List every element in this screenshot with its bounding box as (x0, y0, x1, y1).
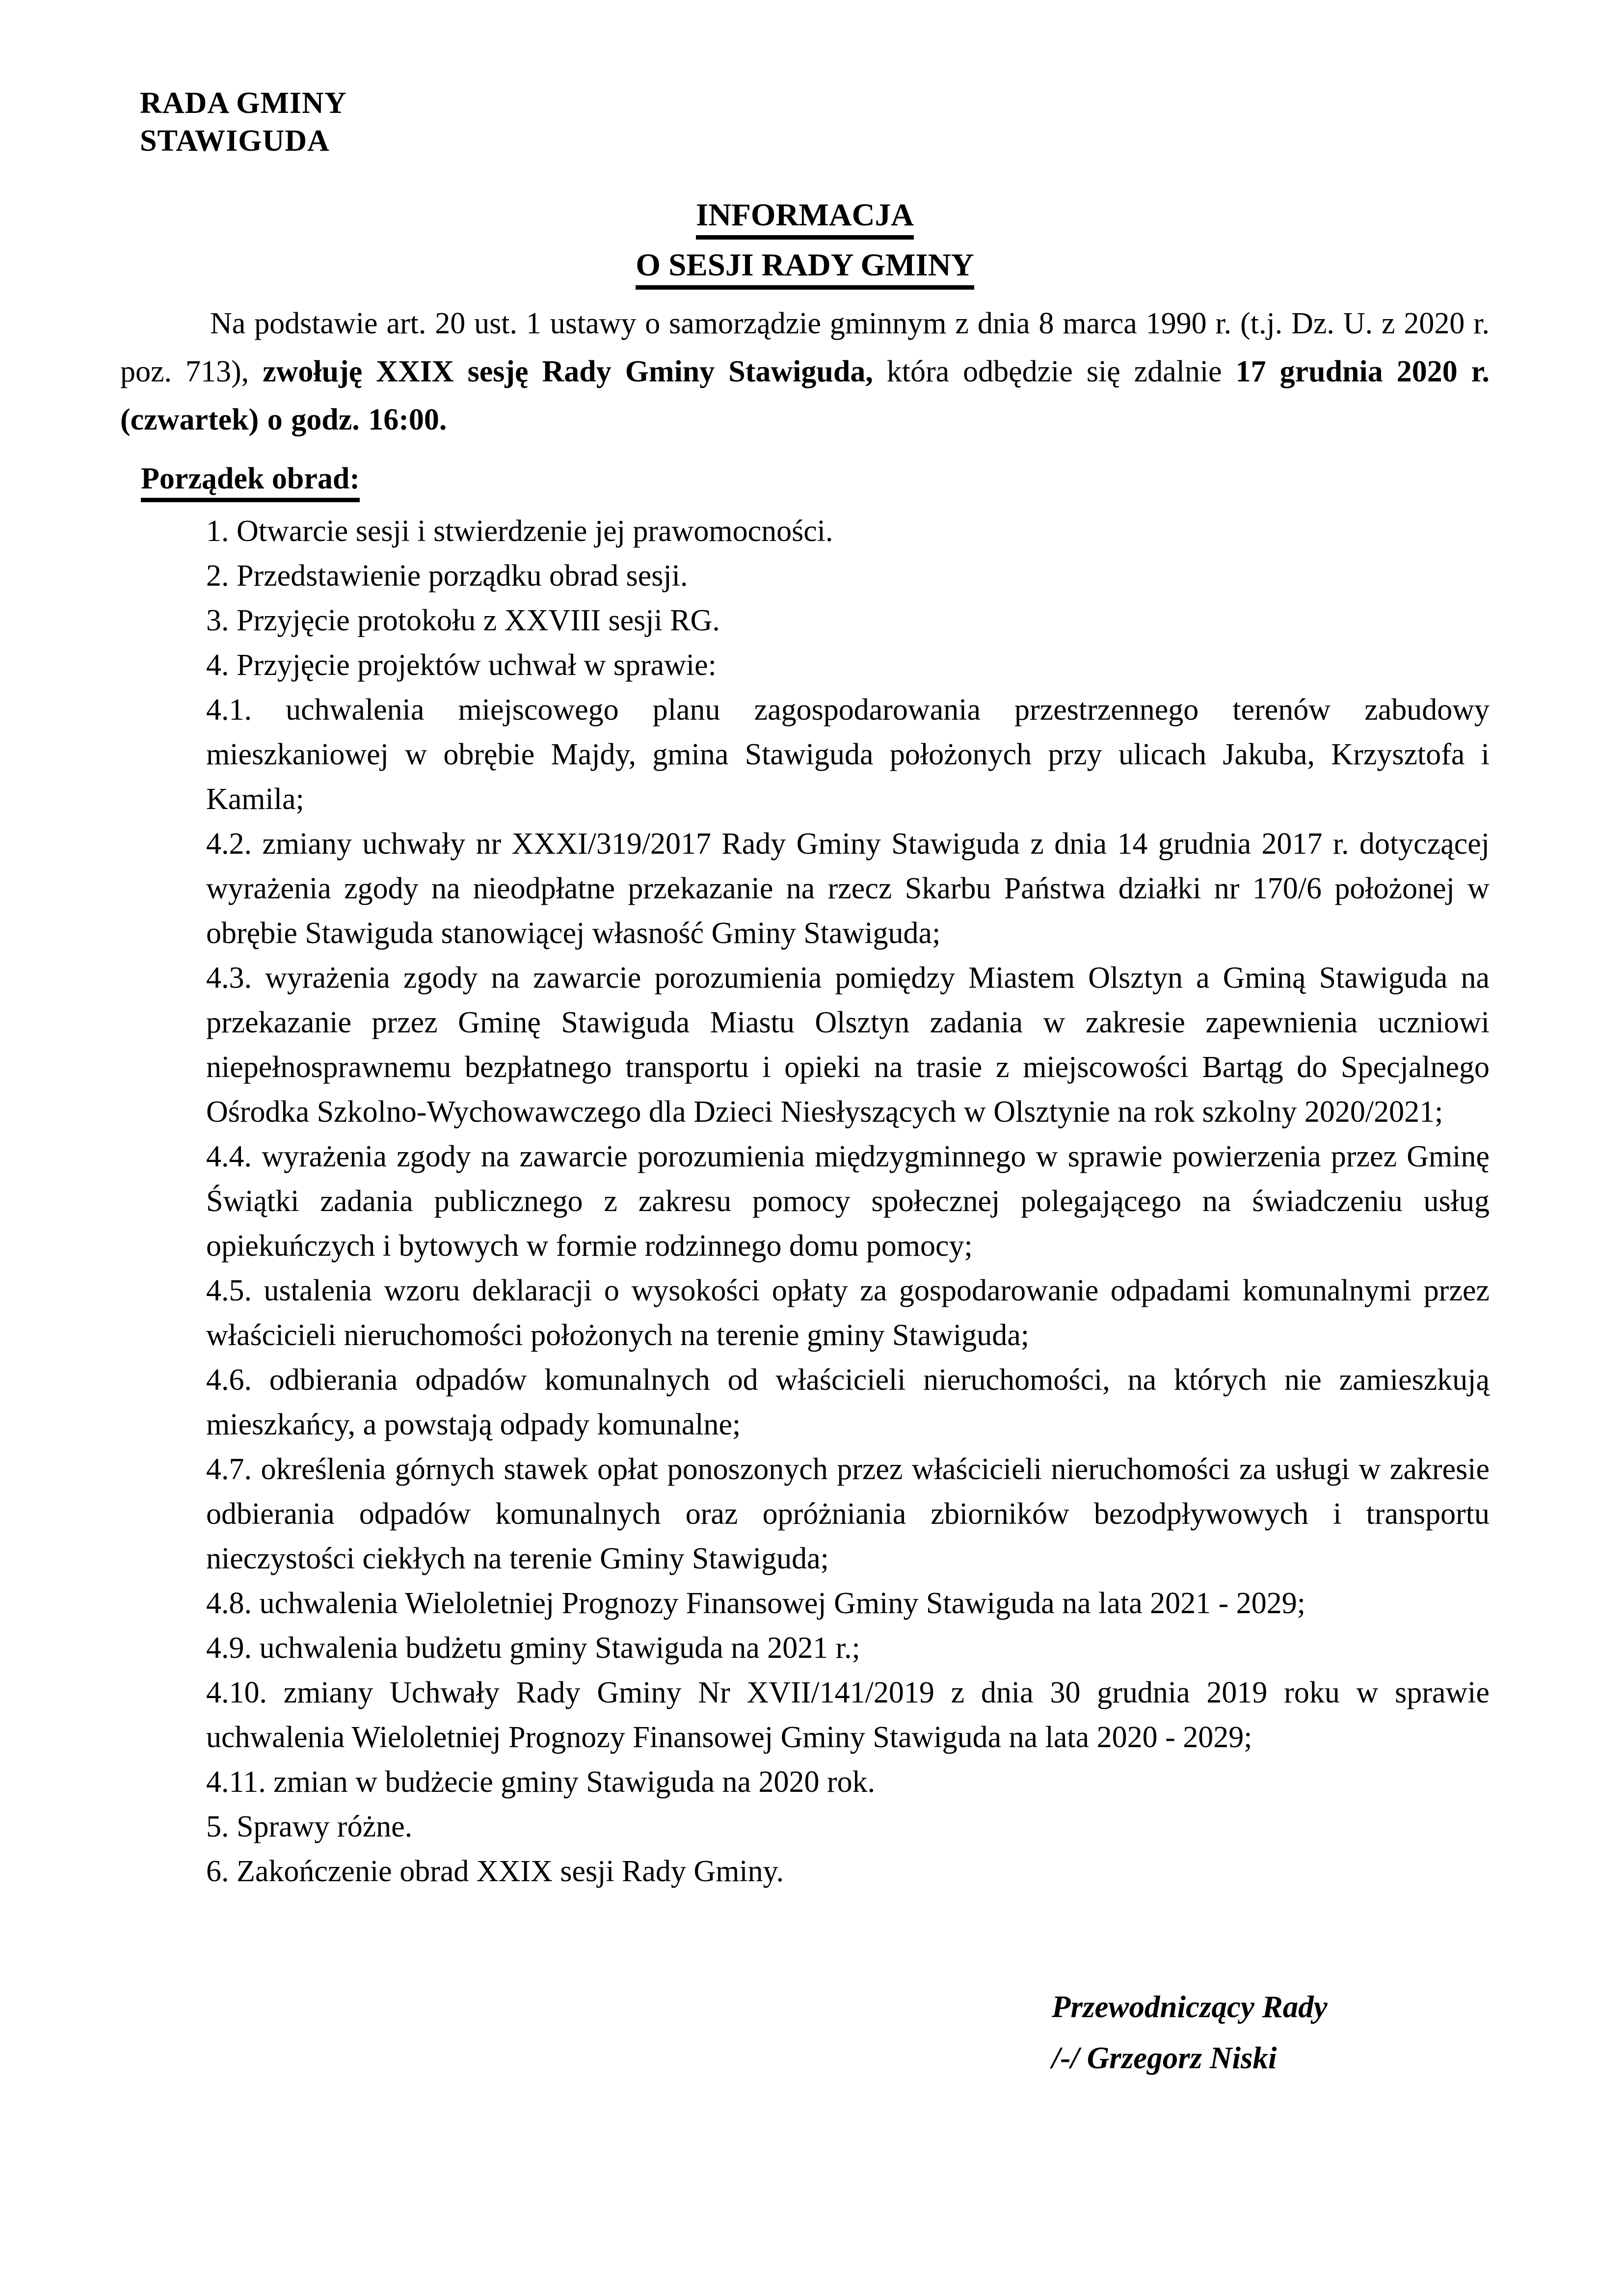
sender-line2: STAWIGUDA (140, 124, 330, 158)
intro-segment-1: Na podstawie art. 20 ust. 1 ustawy o samorządzie gminnym z dnia 8 marca 1990 r. (t.j. Dz. U. z 2020 r. poz. 713), (120, 307, 1490, 388)
agenda-item-4-3: 4.3. wyrażenia zgody na zawarcie porozumienia pomiędzy Miastem Olsztyn a Gminą Stawiguda na przekazanie przez Gminę Stawiguda Miastu Olsztyn zadania w zakresie zapewnienia uczniowi niepełnosprawnemu bezpłatnego transportu i opieki na trasie z miejscowości Bartąg do Specjalnego Ośrodka Szkolno-Wychowawczego dla Dzieci Niesłyszących w Olsztynie na rok szkolny 2020/2021; (206, 961, 1490, 1129)
document-title-line1: INFORMACJA (120, 199, 1490, 240)
intro-segment-4-bold: 17 grudnia 2020 r. (czwartek) o godz. 16:00. (120, 355, 1490, 436)
agenda-item-2: 2. Przedstawienie porządku obrad sesji. (206, 559, 688, 593)
agenda-item-6: 6. Zakończenie obrad XXIX sesji Rady Gminy. (206, 1855, 784, 1888)
agenda-item-4-11: 4.11. zmian w budżecie gminy Stawiguda na 2020 rok. (206, 1765, 876, 1799)
agenda-item-5: 5. Sprawy różne. (206, 1810, 413, 1843)
signature-role: Przewodniczący Rady (1052, 1990, 1328, 2024)
sender-block (140, 84, 1490, 160)
agenda-item-3: 3. Przyjęcie protokołu z XXVIII sesji RG. (206, 604, 720, 637)
agenda-item-4-10: 4.10. zmiany Uchwały Rady Gminy Nr XVII/141/2019 z dnia 30 grudnia 2019 roku w sprawie uchwalenia Wieloletniej Prognozy Finansowej Gminy Stawiguda na lata 2020 - 2029; (206, 1676, 1490, 1754)
agenda-item-4-4: 4.4. wyrażenia zgody na zawarcie porozumienia międzygminnego w sprawie powierzenia przez Gminę Świątki zadania publicznego z zakresu pomocy społecznej polegającego na świadczeniu usług opiekuńczych i bytowych w formie rodzinnego domu pomocy; (206, 1140, 1490, 1263)
intro-segment-2-bold: zwołuję XXIX sesję Rady Gminy Stawiguda, (263, 355, 873, 388)
agenda-item-4-2: 4.2. zmiany uchwały nr XXXI/319/2017 Rady Gminy Stawiguda z dnia 14 grudnia 2017 r. dotyczącej wyrażenia zgody na nieodpłatne przekazanie na rzecz Skarbu Państwa działki nr 170/6 położonej w obrębie Stawiguda stanowiącej własność Gminy Stawiguda; (206, 827, 1490, 950)
agenda-item-4-1: 4.1. uchwalenia miejscowego planu zagospodarowania przestrzennego terenów zabudowy mieszkaniowej w obrębie Majdy, gmina Stawiguda położonych przy ulicach Jakuba, Krzysztofa i Kamila; (206, 693, 1490, 816)
document-title (120, 199, 1490, 290)
signature-name: /-/ Grzegorz Niski (1052, 2041, 1277, 2075)
agenda-heading: Porządek obrad: (141, 463, 1490, 502)
agenda-item-4-6: 4.6. odbierania odpadów komunalnych od właścicieli nieruchomości, na których nie zamieszkują mieszkańcy, a powstają odpady komunalne; (206, 1363, 1490, 1441)
signature-block (1052, 1981, 1490, 2083)
intro-segment-3: która odbędzie się zdalnie (873, 355, 1236, 388)
agenda-list (206, 509, 1490, 1894)
agenda-item-4-7: 4.7. określenia górnych stawek opłat ponoszonych przez właścicieli nieruchomości za usługi w zakresie odbierania odpadów komunalnych oraz opróżniania zbiorników bezodpływowych i transportu nieczystości ciekłych na terenie Gminy Stawiguda; (206, 1453, 1490, 1575)
sender-line1: RADA GMINY (140, 86, 347, 120)
document-title-line2: O SESJI RADY GMINY (120, 249, 1490, 290)
agenda-item-1: 1. Otwarcie sesji i stwierdzenie jej prawomocności. (206, 514, 833, 548)
agenda-item-4-9: 4.9. uchwalenia budżetu gminy Stawiguda na 2021 r.; (206, 1631, 860, 1665)
agenda-item-4-8: 4.8. uchwalenia Wieloletniej Prognozy Finansowej Gminy Stawiguda na lata 2021 - 2029; (206, 1587, 1305, 1620)
agenda-item-4-5: 4.5. ustalenia wzoru deklaracji o wysokości opłaty za gospodarowanie odpadami komunalnymi przez właścicieli nieruchomości położonych na terenie gminy Stawiguda; (206, 1274, 1490, 1352)
agenda-item-4: 4. Przyjęcie projektów uchwał w sprawie: (206, 648, 717, 682)
intro-paragraph (120, 299, 1490, 444)
